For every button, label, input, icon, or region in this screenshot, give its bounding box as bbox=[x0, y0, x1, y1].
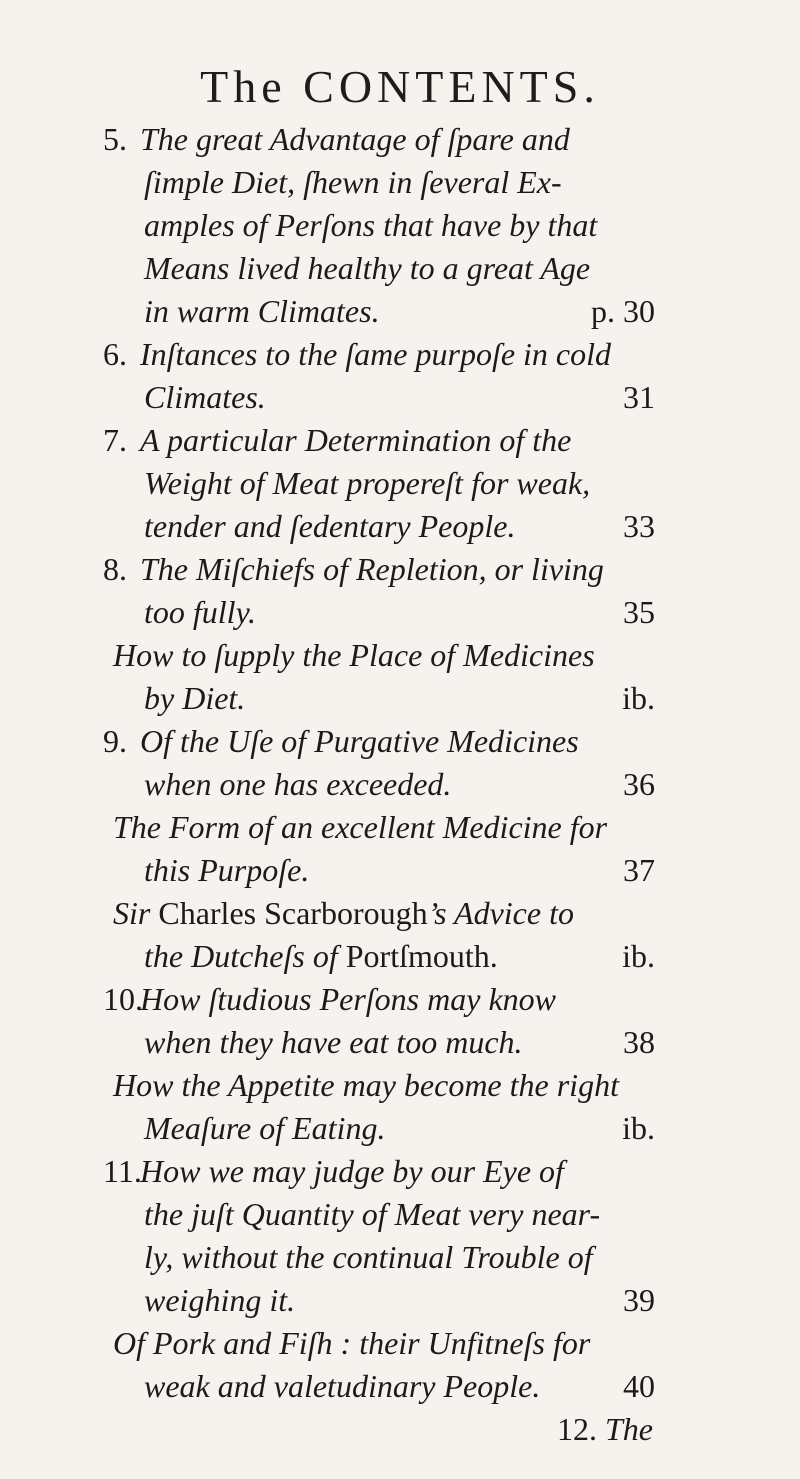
entry-text: How the Appetite may become the right bbox=[113, 1067, 619, 1103]
contents-entry-line bbox=[0, 376, 800, 419]
entry-text: weak and valetudinary People. bbox=[144, 1368, 541, 1404]
contents-entry-line bbox=[0, 204, 800, 247]
contents-entry-line bbox=[0, 591, 800, 634]
entry-number: 8. bbox=[103, 551, 127, 587]
contents-entry-line bbox=[0, 1322, 800, 1365]
catchword-word: The bbox=[605, 1411, 653, 1447]
contents-entry-line bbox=[0, 419, 800, 462]
entry-text: How we may judge by our Eye of bbox=[140, 1153, 564, 1189]
entry-text: amples of Perſons that have by that bbox=[144, 207, 598, 243]
entry-text: too fully. bbox=[144, 594, 256, 630]
entry-text: How to ſupply the Place of Medicines bbox=[113, 637, 595, 673]
entry-text-italic: the Dutcheſs of bbox=[144, 938, 346, 974]
entry-text-italic: ’s Advice to bbox=[427, 895, 574, 931]
page-reference: ib. bbox=[622, 1110, 655, 1146]
entry-text: Means lived healthy to a great Age bbox=[144, 250, 591, 286]
page-reference: 36 bbox=[623, 766, 655, 802]
entry-text: The Miſchiefs of Repletion, or living bbox=[140, 551, 604, 587]
page-title: The CONTENTS. bbox=[200, 61, 600, 112]
contents-entry-line bbox=[0, 1236, 800, 1279]
entry-text: ſimple Diet, ſhewn in ſeveral Ex- bbox=[144, 164, 562, 200]
catchword bbox=[557, 1408, 653, 1451]
entry-number: 11. bbox=[103, 1153, 142, 1189]
entry-text bbox=[144, 935, 498, 978]
contents-entry-line bbox=[0, 118, 800, 161]
page-reference: 31 bbox=[623, 379, 655, 415]
entry-text-italic: Sir bbox=[113, 895, 151, 931]
page-reference: 40 bbox=[623, 1368, 655, 1404]
contents-entry-line bbox=[0, 677, 800, 720]
entry-text: when one has exceeded. bbox=[144, 766, 452, 802]
entry-text: Meaſure of Eating. bbox=[144, 1110, 386, 1146]
page-reference: 37 bbox=[623, 852, 655, 888]
contents-entry-line bbox=[0, 161, 800, 204]
entry-text: How ſtudious Perſons may know bbox=[140, 981, 556, 1017]
entry-text: Of the Uſe of Purgative Medicines bbox=[140, 723, 579, 759]
contents-entry-line bbox=[0, 247, 800, 290]
entry-text: by Diet. bbox=[144, 680, 246, 716]
page-reference: p. 30 bbox=[591, 293, 655, 329]
entry-text: ly, without the continual Trouble of bbox=[144, 1239, 593, 1275]
entry-text: Weight of Meat propereſt for weak, bbox=[144, 465, 591, 501]
entry-text: tender and ſedentary People. bbox=[144, 508, 516, 544]
page-reference: 39 bbox=[623, 1282, 655, 1318]
contents-entry-line bbox=[0, 1365, 800, 1408]
entry-text-roman: Portſmouth. bbox=[345, 938, 498, 974]
entry-text: The great Advantage of ſpare and bbox=[140, 121, 570, 157]
page-reference: ib. bbox=[622, 680, 655, 716]
contents-entry-line bbox=[0, 849, 800, 892]
contents-entry-line bbox=[0, 935, 800, 978]
entry-text bbox=[113, 892, 574, 935]
entry-number: 7. bbox=[103, 422, 127, 458]
contents-entry-line bbox=[0, 1150, 800, 1193]
entry-number: 5. bbox=[103, 121, 127, 157]
contents-entry-line bbox=[0, 1107, 800, 1150]
entry-text: in warm Climates. bbox=[144, 293, 380, 329]
entry-text: A particular Determination of the bbox=[140, 422, 572, 458]
entry-text: Of Pork and Fiſh : their Unfitneſs for bbox=[113, 1325, 591, 1361]
contents-list bbox=[0, 118, 800, 1451]
entry-text: when they have eat too much. bbox=[144, 1024, 523, 1060]
entry-text-roman: Charles Scarborough bbox=[150, 895, 428, 931]
page-reference: 38 bbox=[623, 1024, 655, 1060]
contents-entry-line bbox=[0, 290, 800, 333]
contents-entry-line bbox=[0, 1021, 800, 1064]
entry-text: this Purpoſe. bbox=[144, 852, 310, 888]
contents-entry-line bbox=[0, 720, 800, 763]
entry-text: the juſt Quantity of Meat very near- bbox=[144, 1196, 601, 1232]
catchword-number: 12. bbox=[557, 1411, 597, 1447]
contents-entry-line bbox=[0, 978, 800, 1021]
contents-entry-line bbox=[0, 1193, 800, 1236]
entry-text: The Form of an excellent Medicine for bbox=[113, 809, 608, 845]
entry-number: 10. bbox=[103, 981, 143, 1017]
contents-entry-line bbox=[0, 333, 800, 376]
entry-number: 9. bbox=[103, 723, 127, 759]
entry-text: Inſtances to the ſame purpoſe in cold bbox=[140, 336, 612, 372]
contents-entry-line bbox=[0, 806, 800, 849]
contents-entry-line bbox=[0, 1064, 800, 1107]
contents-entry-line bbox=[0, 462, 800, 505]
contents-entry-line bbox=[0, 505, 800, 548]
contents-entry-line bbox=[0, 1279, 800, 1322]
contents-entry-line bbox=[0, 763, 800, 806]
catchword-line bbox=[0, 1408, 800, 1451]
contents-entry-line bbox=[0, 892, 800, 935]
contents-entry-line bbox=[0, 634, 800, 677]
page-reference: 33 bbox=[623, 508, 655, 544]
page-reference: ib. bbox=[622, 938, 655, 974]
entry-text: Climates. bbox=[144, 379, 266, 415]
page-reference: 35 bbox=[623, 594, 655, 630]
entry-number: 6. bbox=[103, 336, 127, 372]
contents-entry-line bbox=[0, 548, 800, 591]
entry-text: weighing it. bbox=[144, 1282, 296, 1318]
